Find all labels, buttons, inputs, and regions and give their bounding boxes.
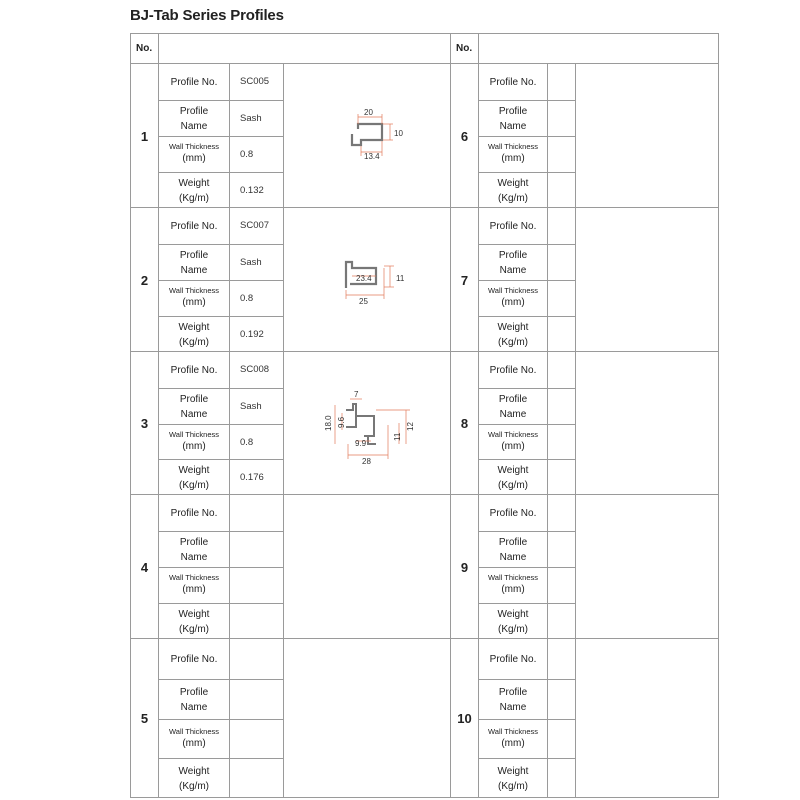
value-weight: 0.132 — [240, 185, 264, 196]
profile-number: 9 — [460, 559, 469, 575]
label-wall-unit: (mm) — [182, 441, 206, 452]
label-wall-unit: (mm) — [501, 297, 525, 308]
profile-number: 7 — [460, 272, 469, 288]
label-wall-thickness-text: Wall Thickness — [487, 142, 538, 151]
profile-1-dim-right: 10 — [394, 129, 403, 138]
value-weight: 0.176 — [240, 472, 264, 483]
label-profile-no: Profile No. — [489, 77, 537, 88]
label-wall-thickness-text: Wall Thickness — [487, 286, 538, 295]
label-weight: Weight (Kg/m) — [178, 608, 210, 635]
profile-1-drawing — [352, 108, 403, 161]
label-profile-name: Profile Name — [179, 249, 209, 276]
label-wall-thickness-text: Wall Thickness — [168, 727, 219, 736]
profile-2-drawing — [346, 262, 405, 306]
label-wall-unit: (mm) — [182, 153, 206, 164]
profile-number: 2 — [140, 272, 149, 288]
label-profile-name: Profile Name — [179, 105, 209, 132]
label-profile-name: Profile Name — [498, 105, 528, 132]
header-no-right: No. — [456, 43, 473, 54]
value-profile-no: SC008 — [240, 364, 270, 375]
profile-number: 4 — [140, 559, 149, 575]
profile-1-dim-top: 20 — [364, 108, 373, 117]
value-wall: 0.8 — [240, 293, 254, 304]
label-wall-thickness-text: Wall Thickness — [487, 573, 538, 582]
label-wall-unit: (mm) — [501, 584, 525, 595]
value-profile-no: SC005 — [240, 76, 270, 87]
label-wall-unit: (mm) — [501, 153, 525, 164]
label-weight: Weight (Kg/m) — [497, 177, 529, 204]
label-profile-no: Profile No. — [170, 654, 218, 665]
page-title: BJ-Tab Series Profiles — [130, 7, 284, 24]
profile-2-dim-inner: 23.4 — [356, 274, 372, 283]
label-weight: Weight (Kg/m) — [178, 765, 210, 792]
profile-number: 5 — [140, 711, 149, 726]
label-wall-unit: (mm) — [501, 738, 525, 749]
label-wall-unit: (mm) — [182, 584, 206, 595]
label-wall-thickness-text: Wall Thickness — [168, 286, 219, 295]
profile-3-dim-bottom: 28 — [362, 457, 371, 466]
label-weight: Weight (Kg/m) — [497, 464, 529, 491]
label-wall-unit: (mm) — [182, 738, 206, 749]
profile-1-dim-bottom: 13.4 — [364, 152, 380, 161]
value-profile-no: SC007 — [240, 220, 270, 231]
profile-3-drawing — [324, 390, 415, 466]
label-wall-unit: (mm) — [501, 441, 525, 452]
header-no-left: No. — [136, 43, 153, 54]
profile-3-dim-right1: 11 — [393, 432, 402, 441]
value-weight: 0.192 — [240, 329, 264, 340]
profile-3-dim-right2: 12 — [406, 422, 415, 431]
profile-number: 1 — [140, 128, 149, 144]
label-weight: Weight (Kg/m) — [178, 464, 210, 491]
label-wall-thickness-text: Wall Thickness — [168, 430, 219, 439]
value-profile-name: Sash — [240, 401, 262, 412]
profile-number: 6 — [460, 128, 469, 144]
label-profile-name: Profile Name — [498, 536, 528, 563]
value-wall: 0.8 — [240, 437, 254, 448]
profile-3-dim-left2: 9.6 — [337, 416, 346, 428]
profile-number: 10 — [457, 711, 472, 726]
label-wall-unit: (mm) — [182, 297, 206, 308]
profile-3-dim-left: 18.0 — [324, 415, 333, 431]
label-weight: Weight (Kg/m) — [178, 321, 210, 348]
value-wall: 0.8 — [240, 149, 254, 160]
label-profile-no: Profile No. — [489, 654, 537, 665]
label-profile-no: Profile No. — [489, 365, 537, 376]
label-profile-name: Profile Name — [498, 393, 528, 420]
label-wall-thickness-text: Wall Thickness — [168, 142, 219, 151]
profile-2-dim-right: 11 — [396, 274, 405, 283]
label-weight: Weight (Kg/m) — [497, 765, 529, 792]
label-wall-thickness-text: Wall Thickness — [487, 430, 538, 439]
label-profile-no: Profile No. — [170, 221, 218, 232]
label-profile-no: Profile No. — [170, 508, 218, 519]
label-profile-no: Profile No. — [170, 365, 218, 376]
label-profile-name: Profile Name — [179, 686, 209, 713]
profile-3-dim-inner: 9.9 — [355, 439, 367, 448]
label-weight: Weight (Kg/m) — [497, 608, 529, 635]
label-weight: Weight (Kg/m) — [497, 321, 529, 348]
value-profile-name: Sash — [240, 113, 262, 124]
label-profile-name: Profile Name — [179, 393, 209, 420]
label-profile-no: Profile No. — [170, 77, 218, 88]
label-profile-name: Profile Name — [498, 249, 528, 276]
profile-number: 3 — [140, 416, 149, 431]
profile-2-dim-bottom: 25 — [359, 297, 368, 306]
label-profile-name: Profile Name — [179, 536, 209, 563]
label-profile-no: Profile No. — [489, 508, 537, 519]
label-profile-name: Profile Name — [498, 686, 528, 713]
profile-number: 8 — [460, 416, 469, 431]
label-wall-thickness-text: Wall Thickness — [487, 727, 538, 736]
value-profile-name: Sash — [240, 257, 262, 268]
profile-3-dim-top: 7 — [354, 390, 359, 399]
label-weight: Weight (Kg/m) — [178, 177, 210, 204]
label-profile-no: Profile No. — [489, 221, 537, 232]
label-wall-thickness-text: Wall Thickness — [168, 573, 219, 582]
